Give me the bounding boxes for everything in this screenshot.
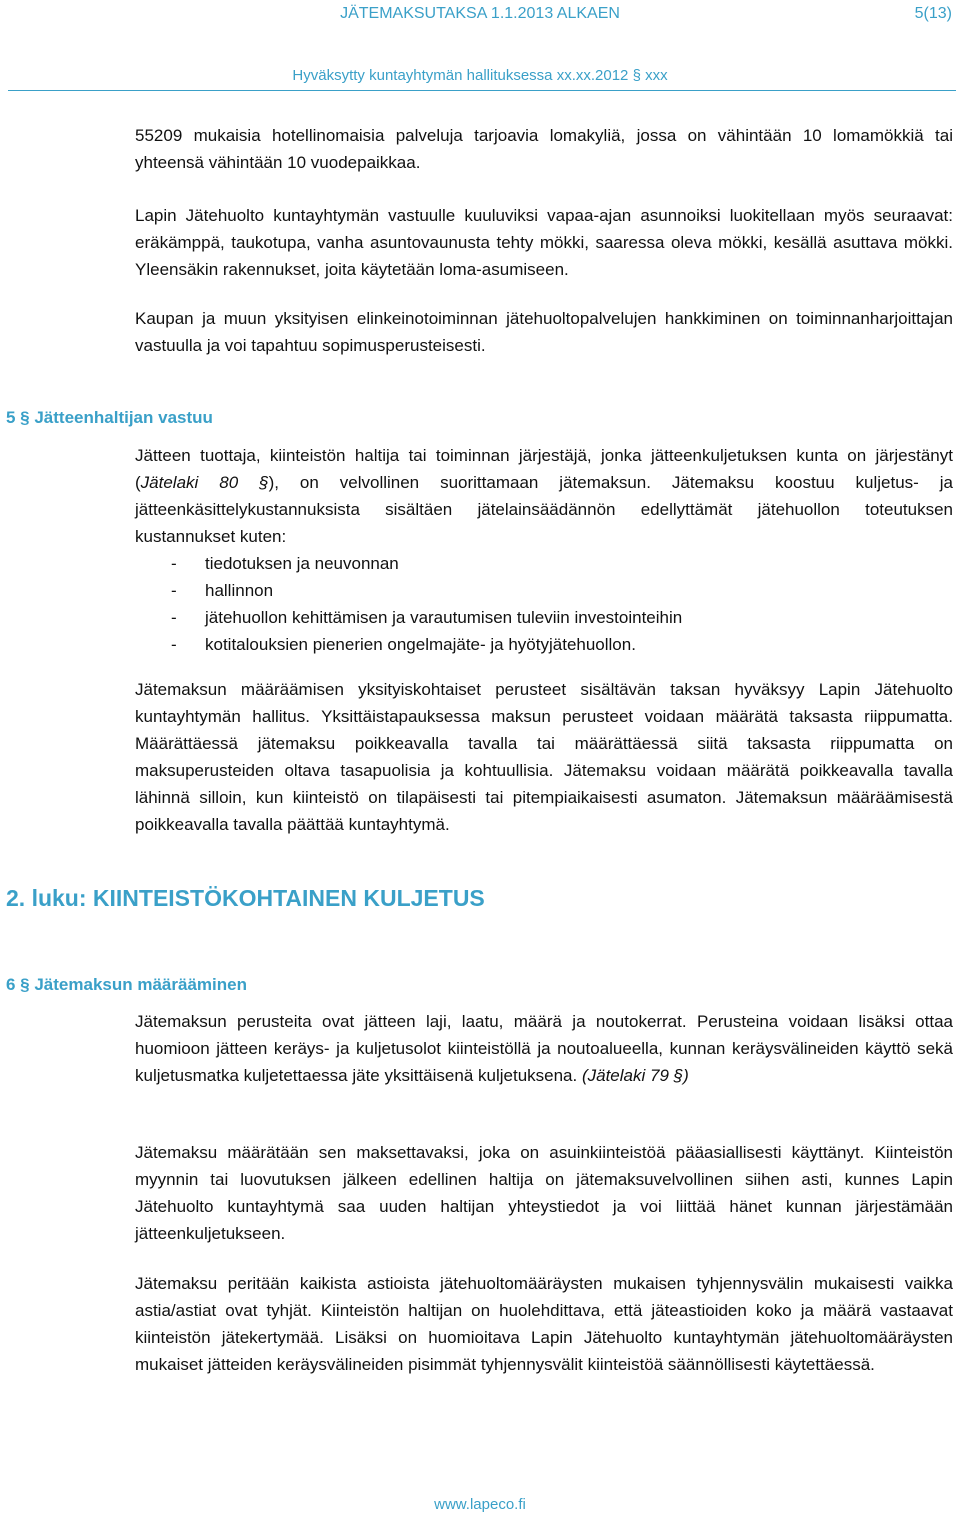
chapter-2-heading: 2. luku: KIINTEISTÖKOHTAINEN KULJETUS — [6, 885, 485, 911]
cost-list — [135, 550, 953, 658]
list-item: - jätehuollon kehittämisen ja varautumisen tuleviin investointeihin — [171, 608, 683, 627]
section-5-heading: 5 § Jätteenhaltijan vastuu — [6, 408, 213, 427]
section-5-paragraph-2: Jätemaksun määräämisen yksityiskohtaiset perusteet sisältävän taksan hyväksyy Lapin Jätehuolto kuntayhtymän hallitus. Yksittäistapauksessa maksun perusteet voidaan määrätä taksasta riippumatta. Määrättäessä jätemaksu poikkeavalla tavalla tai määrättäessä siitä taksasta riippumatta on maksuperusteiden oltava tasapuolisia ja kohtuullisia. Jätemaksu voidaan määrätä poikkeavalla tavalla lähinnä silloin, kun kiinteistö on tilapäisesti tai pitempiaikaisesti asumaton. Jätemaksun määräämisestä poikkeavalla tavalla päättää kuntayhtymä. — [135, 680, 953, 834]
section-6-heading: 6 § Jätemaksun määrääminen — [6, 975, 247, 994]
law-reference: (Jätelaki 79 §) — [581, 1066, 689, 1085]
document-title: JÄTEMAKSUTAKSA 1.1.2013 ALKAEN — [340, 5, 620, 22]
section-6-paragraph-3: Jätemaksu peritään kaikista astioista jätehuoltomääräysten mukaisen tyhjennysvälin mukaisesti vaikka astia/astiat ovat tyhjät. Kiinteistön haltijan on huolehdittava, että jäteastioiden koko ja määrä vastaavat kiinteistön jätekertymää. Lisäksi on huomioitava Lapin Jätehuolto kuntayhtymän jätehuoltomääräysten mukaiset jätteiden keräysvälineiden pisimmät tyhjennysvälit kiinteistöä säännöllisesti käytettäessä. — [135, 1274, 953, 1374]
intro-paragraph-2: Lapin Jätehuolto kuntayhtymän vastuulle kuuluviksi vapaa-ajan asunnoiksi luokitellaan myös seuraavat: eräkämppä, taukotupa, vanha asuntovaunusta tehty mökki, saaressa oleva mökki, kesällä asuttava mökki. Yleensäkin rakennukset, joita käytetään loma-asumiseen. — [135, 206, 953, 279]
header-divider — [8, 90, 956, 91]
section-6-paragraph-2: Jätemaksu määrätään sen maksettavaksi, joka on asuinkiinteistöä pääasiallisesti käyttänyt. Kiinteistön myynnin tai luovutuksen jälkeen edellinen haltija on jätemaksuvelvollinen siihen asti, kunnes Lapin Jätehuolto kuntayhtymä saa uuden haltijan yhteystiedot ja voi liittää hänet kunnan järjestämään jätteenkuljetukseen. — [135, 1143, 953, 1243]
intro-paragraph-1: 55209 mukaisia hotellinomaisia palveluja tarjoavia lomakyliä, jossa on vähintään 10 lomamökkiä tai yhteensä vähintään 10 vuodepaikkaa. — [135, 126, 953, 172]
list-item: - kotitalouksien pienerien ongelmajäte- ja hyötyjätehuollon. — [171, 635, 636, 654]
page-number: 5(13) — [914, 5, 952, 22]
approval-note: Hyväksytty kuntayhtymän hallituksessa xx.xx.2012 § xxx — [292, 67, 668, 84]
section-5-paragraph-1: Jätteen tuottaja, kiinteistön haltija tai toiminnan järjestäjä, jonka jätteenkuljetuksen kunta on järjestänyt (Jätelaki 80 §), on velvollinen suorittamaan jätemaksun. Jätemaksu koostuu kuljetus- ja jätteenkäsittelykustannuksista sisältäen jätelainsäädännön edellyttämät jätehuollon toteutuksen kustannukset kuten: - tiedotuksen ja neuvonnan - hallinnon - jätehuollon kehittämisen ja varautumisen tuleviin investointeihin - kotitalouksien pienerien ongelmajäte- ja hyötyjätehuollon. — [135, 442, 953, 658]
list-item: - tiedotuksen ja neuvonnan — [171, 554, 399, 573]
list-item: - hallinnon — [171, 581, 274, 600]
law-reference: Jätelaki 80 § — [140, 473, 269, 492]
section-6-paragraph-1: Jätemaksun perusteita ovat jätteen laji, laatu, määrä ja noutokerrat. Perusteina voidaan lisäksi ottaa huomioon jätteen keräys- ja kuljetusolot kiinteistöllä ja noutoalueella, kunnan keräysvälineiden käyttö sekä kuljetusmatka kuljetettaessa jäte yksittäisenä kuljetuksena. (Jätelaki 79 §) — [135, 1012, 953, 1085]
footer-url[interactable]: www.lapeco.fi — [434, 1496, 526, 1513]
intro-paragraph-3: Kaupan ja muun yksityisen elinkeinotoiminnan jätehuoltopalvelujen hankkiminen on toiminnanharjoittajan vastuulla ja voi tapahtuu sopimusperusteisesti. — [135, 309, 953, 355]
